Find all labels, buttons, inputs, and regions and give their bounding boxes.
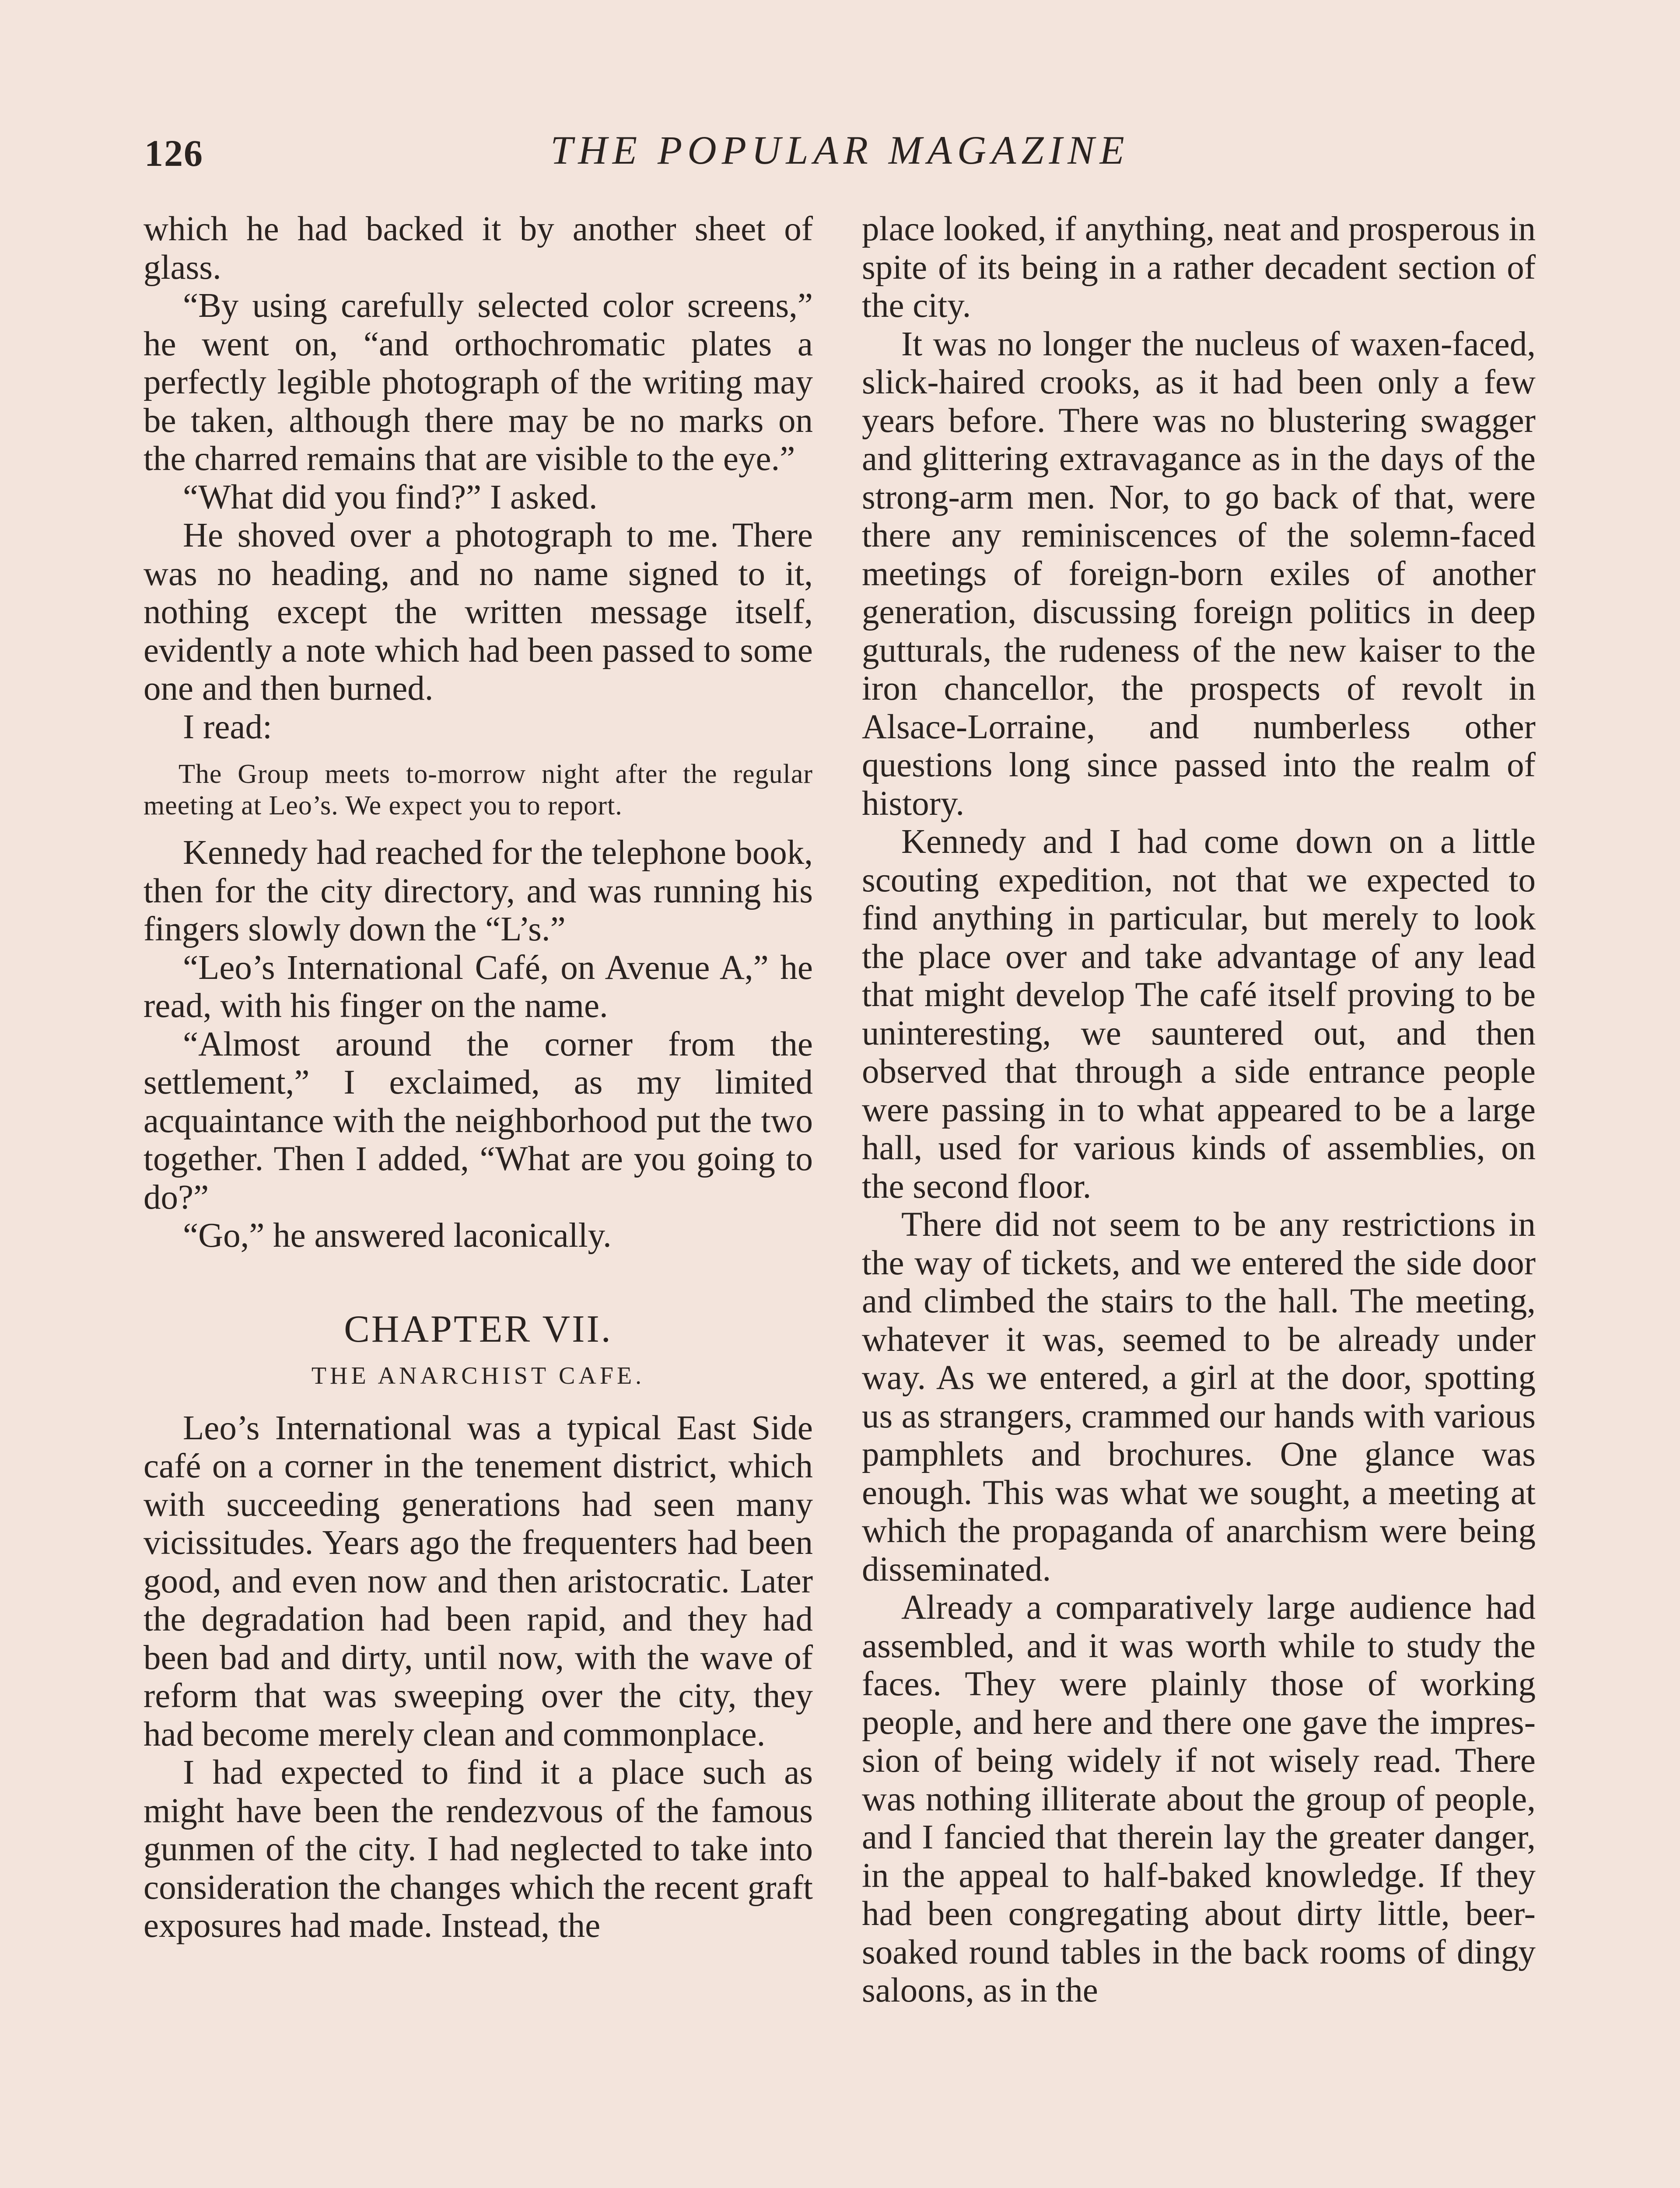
paragraph: “By using carefully selected color screens,” he went on, “and orthochromatic plates a perfectly legible photograph of the writing may be taken, although there may be no marks on the charred remains that are visible to the eye.” [144,287,813,478]
paragraph: place looked, if anything, neat and prosperous in spite of its being in a rather decadent section of the city. [862,210,1536,325]
paragraph: He shoved over a photograph to me. There was no heading, and no name signed to it, nothing except the written message itself, evidently a note which had been passed to some one and then burned. [144,516,813,708]
paragraph: “Almost around the corner from the settlement,” I exclaimed, as my limited acquaintance with the neighborhood put the two together. Then I added, “What are you going to do?” [144,1025,813,1217]
paragraph: It was no longer the nucleus of waxen-faced, slick-haired crooks, as it had been only a few years before. There was no blustering swagger and glittering extravagance as in the days of the strong-arm men. Nor, to go back of that, were there any reminiscences of the solemn-faced meetings of foreign-born exiles of another generation, discussing foreign politics in deep gutturals, the rudeness of the new kaiser to the iron chancellor, the prospects of revolt in Alsace-Lorraine, and numberless other questions long since passed into the realm of history. [862,325,1536,823]
paragraph: There did not seem to be any restrictions in the way of tickets, and we entered the side door and climbed the stairs to the hall. The meeting, whatever it was, seemed to be already under way. As we entered, a girl at the door, spotting us as strangers, crammed our hands with various pamphlets and brochures. One glance was enough. This was what we sought, a meeting at which the propaganda of anarchism were being disseminated. [862,1206,1536,1588]
left-column [144,210,813,1945]
quoted-note: The Group meets to-morrow night after the regular meeting at Leo’s. We expect you to report. [144,759,813,820]
paragraph: “Go,” he answered laconically. [183,1217,612,1255]
paragraph: “Leo’s International Café, on Avenue A,” he read, with his finger on the name. [144,948,813,1025]
paragraph: Kennedy and I had come down on a little scouting expedition, not that we expected to find anything in particular, but merely to look the place over and take advantage of any lead that might develop The café itself proving to be uninteresting, we sauntered out, and then observed that through a side entrance people were passing in to what appeared to be a large hall, used for various kinds of assemblies, on the second floor. [862,823,1536,1206]
paragraph: Leo’s International was a typical East Side café on a corner in the tenement district, which with succeeding generations had seen many vicissitudes. Years ago the frequenters had been good, and even now and then aristocratic. Later the degradation had been rapid, and they had been bad and dirty, until now, with the wave of reform that was sweeping over the city, they had become merely clean and commonplace. [144,1409,813,1753]
paragraph: which he had backed it by another sheet of glass. [144,210,813,287]
paragraph: Already a comparatively large audience had assembled, and it was worth while to study the faces. They were plainly those of working people, and here and there one gave the impression of being widely if not wisely read. There was nothing illiterate about the group of people, and I fancied that therein lay the greater danger, in the appeal to half-baked knowledge. If they had been congregating about dirty little, beer-soaked round tables in the back rooms of dingy saloons, as in the [862,1588,1536,2009]
page-number: 126 [144,132,203,174]
paragraph: I had expected to find it a place such as might have been the rendezvous of the famous gunmen of the city. I had neglected to take into consideration the changes which the recent graft exposures had made. Instead, the [144,1753,813,1945]
right-column [862,210,1536,2010]
chapter-title: CHAPTER VII. [344,1308,612,1350]
paragraph: “What did you find?” I asked. [183,478,598,516]
running-head: THE POPULAR MAGAZINE [550,128,1130,172]
chapter-subtitle: THE ANARCHIST CAFE. [311,1362,645,1389]
paragraph: I read: [183,708,272,746]
paragraph: Kennedy had reached for the telephone book, then for the city directory, and was running his fingers slowly down the “L’s.” [144,834,813,948]
